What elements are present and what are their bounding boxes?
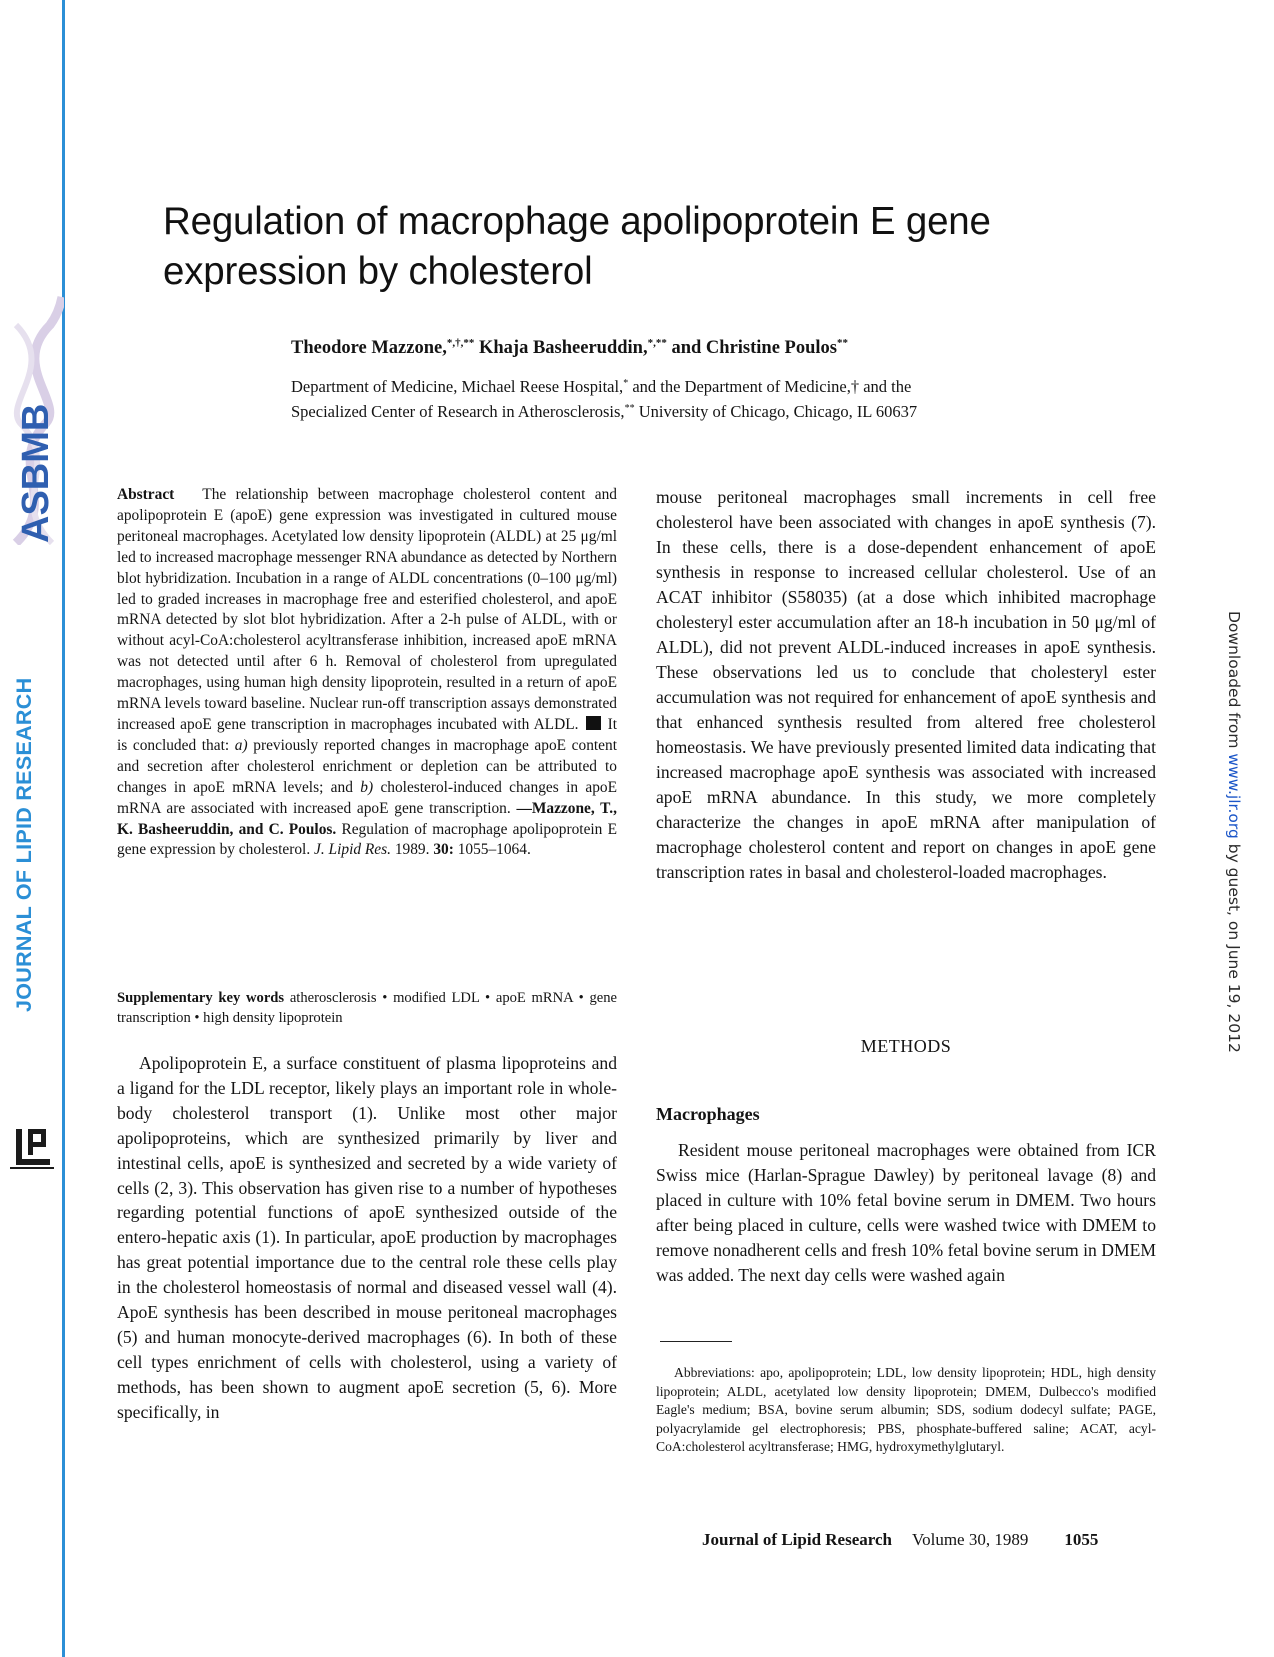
- keywords-text: atherosclerosis • modified LDL • apoE mRNA • gene transcription • high density lipoprotein: [117, 990, 617, 1026]
- asbmb-logo-graphic: [2, 295, 64, 545]
- journal-name-vertical: JOURNAL OF LIPID RESEARCH: [12, 677, 36, 1012]
- author-marks: *,**: [647, 337, 667, 349]
- keywords: [117, 989, 617, 1028]
- affiliation-mark1: *: [623, 378, 629, 389]
- footnote-divider: [660, 1341, 732, 1342]
- affiliation-line2: Specialized Center of Research in Atherosclerosis,: [291, 402, 625, 421]
- abbreviations-footnote: Abbreviations: apo, apolipoprotein; LDL, low density lipoprotein; HDL, high density lipoprotein; ALDL, acetylated low density lipoprotein; DMEM, Dulbecco's modified Eagle's medium; BSA, bovine serum albumin; SDS, sodium dodecyl sulfate; PAGE, polyacrylamide gel electrophoresis; PBS, phosphate-buffered saline; ACAT, acyl-CoA:cholesterol acyltransferase; HMG, hydroxymethylglutaryl.: [656, 1365, 1156, 1454]
- asbmb-logo-text: ASBMB: [15, 403, 57, 543]
- intro-paragraph-continued: mouse peritoneal macrophages small increments in cell free cholesterol have been associated with changes in apoE synthesis (7). In these cells, there is a dose-dependent enhancement of apoE synthesis in response to increased cellular cholesterol. Use of an ACAT inhibitor (S58035) (at a dose which inhibited macrophage cholesteryl ester accumulation after an 18-h incubation in 50 μg/ml of ALDL), did not prevent ALDL-induced increases in apoE synthesis. These observations led us to conclude that cholesteryl ester accumulation was not required for enhancement of apoE synthesis and that enhanced synthesis resulted from altered free cholesterol homeostasis. We have previously presented limited data indicating that increased macrophage apoE synthesis was associated with increased apoE mRNA abundance. In this study, we more completely characterize the changes in apoE mRNA after manipulation of macrophage cholesterol content and report on changes in apoE gene transcription rates in basal and cholesterol-loaded macrophages.: [656, 487, 1156, 882]
- jlr-logo-icon: [8, 1125, 58, 1169]
- citation-title: Regulation of macrophage apolipoprotein E gene expression by cholesterol.: [117, 820, 617, 859]
- affiliation-line2b: University of Chicago, Chicago, IL 60637: [634, 402, 918, 421]
- abstract-text-2: It is concluded that:: [117, 715, 617, 754]
- macrophages-heading: Macrophages: [656, 1104, 760, 1124]
- abstract-marker-icon: [586, 716, 601, 730]
- affiliations: [291, 373, 1151, 423]
- abstract-item-a: previously reported changes in macrophage apoE content and secretion after cholesterol enrichment or depletion can be attributed to changes in apoE mRNA levels; and: [117, 736, 617, 796]
- author-marks: *,†,**: [446, 337, 475, 349]
- citation-authors: —Mazzone, T., K. Basheeruddin, and C. Poulos.: [117, 799, 617, 838]
- author-list: [291, 337, 1191, 359]
- abstract-item-a-mark: a): [234, 736, 248, 754]
- footer-journal: Journal of Lipid Research: [702, 1530, 893, 1549]
- abstract-label: Abstract: [117, 486, 175, 503]
- footer-volume: Volume 30, 1989: [912, 1530, 1029, 1549]
- keywords-label: Supplementary key words: [117, 990, 285, 1006]
- download-note-link[interactable]: www.jlr.org: [1225, 753, 1243, 839]
- page-footer: [702, 1530, 1162, 1550]
- download-note: [1217, 611, 1243, 1053]
- download-note-suffix: by guest, on June 19, 2012: [1225, 838, 1243, 1053]
- abstract-item-b: cholesterol-induced changes in apoE mRNA are associated with increased apoE gene transcription.: [117, 778, 618, 817]
- abstract-text-1: The relationship between macrophage cholesterol content and apolipoprotein E (apoE) gene expression was investigated in cultured mouse peritoneal macrophages. Acetylated low density lipoprotein (ALDL) at 25 μg/ml led to increased macrophage messenger RNA abundance as detected by Northern blot hybridization. Incubation in a range of ALDL concentrations (0–100 μg/ml) led to graded increases in macrophage free and esterified cholesterol, and apoE mRNA detected by slot blot hybridization. After a 2-h pulse of ALDL, with or without acyl-CoA:cholesterol acyltransferase inhibition, increased apoE mRNA was not detected until after 6 h. Removal of cholesterol from upregulated macrophages, using human high density lipoprotein, resulted in a return of apoE mRNA levels toward baseline. Nuclear run-off transcription assays demonstrated increased apoE gene transcription in macrophages incubated with ALDL.: [117, 486, 617, 733]
- download-note-prefix: Downloaded from: [1225, 611, 1243, 754]
- author-name: Theodore Mazzone,: [291, 338, 447, 358]
- affiliation-mark2: **: [624, 403, 635, 414]
- macrophages-paragraph: Resident mouse peritoneal macrophages were obtained from ICR Swiss mice (Harlan-Sprague Dawley) by peritoneal lavage (8) and placed in culture with 10% fetal bovine serum in DMEM. Two hours after being placed in culture, cells were washed twice with DMEM to remove nonadherent cells and fresh 10% fetal bovine serum in DMEM was added. The next day cells were washed again: [656, 1140, 1156, 1285]
- abstract-item-b-mark: b): [360, 778, 374, 796]
- citation-pages: 1055–1064.: [453, 841, 531, 859]
- author-marks: **: [836, 337, 848, 349]
- citation-journal: J. Lipid Res.: [314, 841, 391, 859]
- jlr-logo: [8, 1125, 58, 1169]
- author-name: and Christine Poulos: [666, 338, 837, 358]
- methods-heading: METHODS: [860, 1036, 952, 1056]
- abstract: [117, 485, 617, 861]
- footer-page-number: 1055: [1064, 1530, 1099, 1549]
- paper-title: Regulation of macrophage apolipoprotein E gene expression by cholesterol: [163, 200, 991, 293]
- citation-volume: 30:: [433, 841, 454, 859]
- sidebar-rule: [62, 0, 65, 1657]
- asbmb-logo: [2, 295, 64, 545]
- affiliation-line1b: and the Department of Medicine,† and the: [628, 377, 912, 396]
- affiliation-line1: Department of Medicine, Michael Reese Hospital,: [291, 377, 624, 396]
- intro-paragraph: Apolipoprotein E, a surface constituent of plasma lipoproteins and a ligand for the LDL receptor, likely plays an important role in whole-body cholesterol transport (1). Unlike most other major apolipoproteins, which are synthesized primarily by liver and intestinal cells, apoE is synthesized and secreted by a wide variety of cells (2, 3). This observation has given rise to a number of hypotheses regarding potential functions of apoE synthesized outside of the entero-hepatic axis (1). In particular, apoE production by macrophages has great potential importance due to the central role these cells play in the cholesterol homeostasis of normal and diseased vessel wall (4). ApoE synthesis has been described in mouse peritoneal macrophages (5) and human monocyte-derived macrophages (6). In both of these cell types enrichment of cells with cholesterol, using a variety of methods, has been shown to augment apoE secretion (5, 6). More specifically, in: [117, 1053, 617, 1422]
- author-name: Khaja Basheeruddin,: [474, 338, 648, 358]
- citation-year: 1989.: [390, 841, 434, 859]
